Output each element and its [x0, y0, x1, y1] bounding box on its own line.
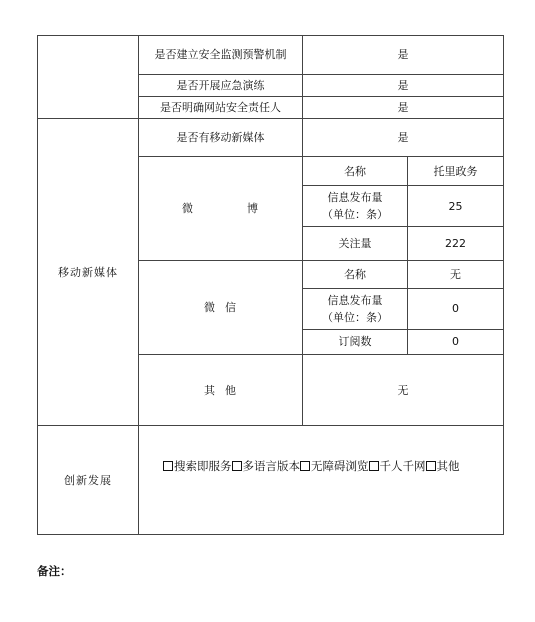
weibo-posts-label-line2: （单位：条） [322, 208, 388, 222]
innovation-section-label: 创新发展 [38, 426, 139, 535]
option-multilingual[interactable] [232, 459, 301, 473]
emergency-drill-value: 是 [303, 74, 504, 96]
security-row [38, 36, 504, 75]
option-label: 多语言版本 [242, 459, 300, 474]
checkbox-icon[interactable] [300, 461, 310, 471]
mobile-has-label: 是否有移动新媒体 [139, 119, 303, 157]
option-label: 千人千网 [379, 459, 426, 474]
checkbox-icon[interactable] [369, 461, 379, 471]
option-personalized[interactable] [369, 459, 426, 473]
security-owner-label: 是否明确网站安全责任人 [139, 96, 303, 118]
checkbox-icon[interactable] [426, 461, 436, 471]
checkbox-icon[interactable] [232, 461, 242, 471]
security-monitoring-value: 是 [303, 36, 504, 75]
mobile-media-section-label: 移动新媒体 [38, 119, 139, 426]
option-other[interactable] [426, 459, 460, 473]
other-value: 无 [303, 355, 504, 426]
wechat-subs-label: 订阅数 [303, 329, 408, 354]
wechat-posts-label [303, 288, 408, 329]
weibo-followers-value: 222 [408, 227, 504, 261]
option-label: 搜索即服务 [174, 459, 232, 474]
wechat-subs-value: 0 [408, 329, 504, 354]
wechat-posts-label-line1: 信息发布量 [327, 293, 383, 307]
weibo-posts-value: 25 [408, 186, 504, 227]
security-owner-value: 是 [303, 96, 504, 118]
wechat-name-value: 无 [408, 260, 504, 288]
emergency-drill-label: 是否开展应急演练 [139, 74, 303, 96]
mobile-has-value: 是 [303, 119, 504, 157]
option-label: 无障碍浏览 [311, 459, 369, 474]
weibo-posts-label [303, 186, 408, 227]
wechat-name-label: 名称 [303, 260, 408, 288]
option-accessibility[interactable] [300, 459, 369, 473]
website-report-table [37, 35, 504, 535]
remark-label: 备注： [37, 564, 72, 578]
option-label: 其他 [436, 459, 460, 474]
weibo-name-value: 托里政务 [408, 156, 504, 185]
option-search-service[interactable] [163, 459, 232, 473]
security-monitoring-label: 是否建立安全监测预警机制 [139, 36, 303, 75]
weibo-name-label: 名称 [303, 156, 408, 185]
innovation-row [38, 426, 504, 535]
wechat-label: 微 信 [139, 260, 303, 355]
checkbox-icon[interactable] [163, 461, 173, 471]
weibo-label: 微 博 [139, 156, 303, 260]
other-label: 其 他 [139, 355, 303, 426]
weibo-followers-label: 关注量 [303, 227, 408, 261]
innovation-options [139, 426, 504, 535]
mobile-has-row [38, 119, 504, 157]
security-section-cell [38, 36, 139, 119]
weibo-posts-label-line1: 信息发布量 [327, 191, 383, 205]
wechat-posts-label-line2: （单位：条） [322, 310, 388, 324]
wechat-posts-value: 0 [408, 288, 504, 329]
